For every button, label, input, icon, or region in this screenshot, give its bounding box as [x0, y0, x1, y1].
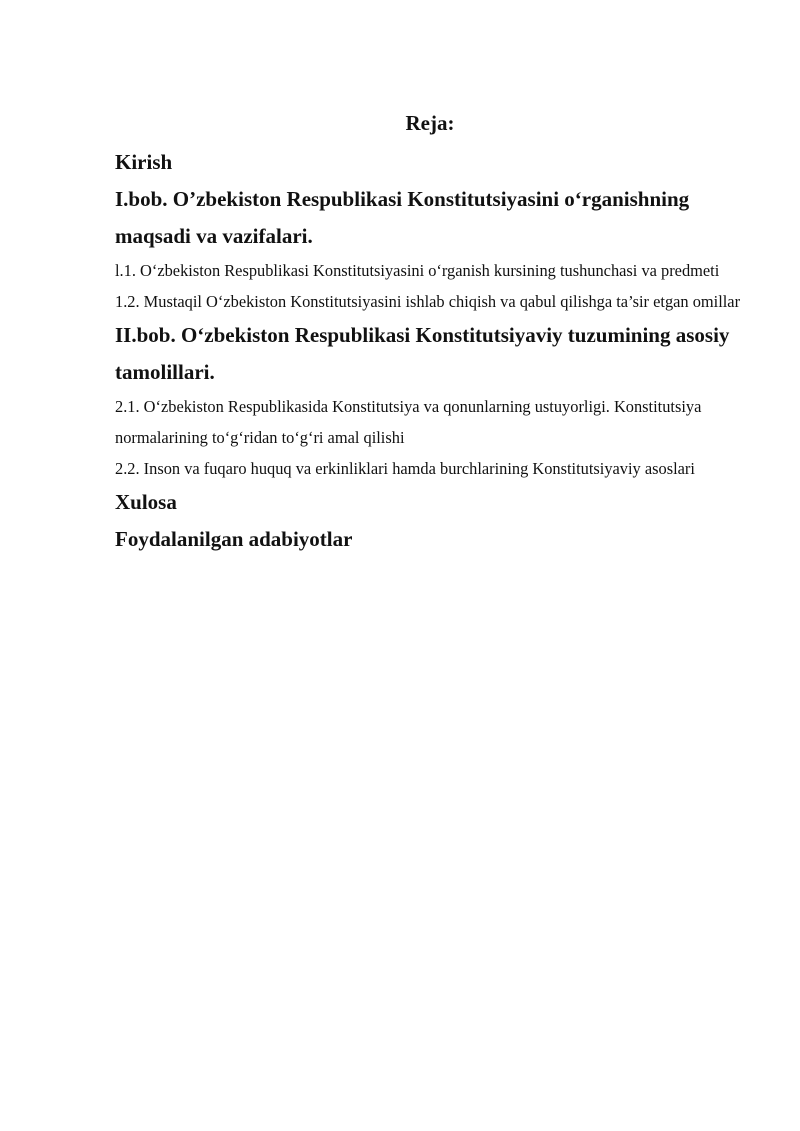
chapter-2-heading: II.bob. O‘zbekiston Respublikasi Konstitutsiyaviy tuzumining asosiy tamolillari.	[115, 323, 730, 384]
plan-content	[115, 106, 745, 558]
section-2-1: 2.1. O‘zbekiston Respublikasida Konstitutsiya va qonunlarning ustuyorligi. Konstitutsiya normalarining to‘g‘ridan to‘g‘ri amal qilishi	[115, 397, 702, 447]
section-1-2: 1.2. Mustaqil O‘zbekiston Konstitutsiyasini ishlab chiqish va qabul qilishga ta’sir etgan omillar	[115, 292, 741, 311]
chapter-1-heading: I.bob. O’zbekiston Respublikasi Konstitutsiyasini o‘rganishning maqsadi va vazifalari.	[115, 187, 690, 248]
section-2-2: 2.2. Inson va fuqaro huquq va erkinliklari hamda burchlarining Konstitutsiyaviy asoslari	[115, 459, 695, 478]
conclusion-heading: Xulosa	[115, 490, 177, 514]
section-1-1: l.1. O‘zbekiston Respublikasi Konstitutsiyasini o‘rganish kursining tushunchasi va predmeti	[115, 261, 720, 280]
references-heading: Foydalanilgan adabiyotlar	[115, 527, 353, 551]
plan-title: Reja:	[405, 111, 455, 135]
intro-heading: Kirish	[115, 150, 173, 174]
